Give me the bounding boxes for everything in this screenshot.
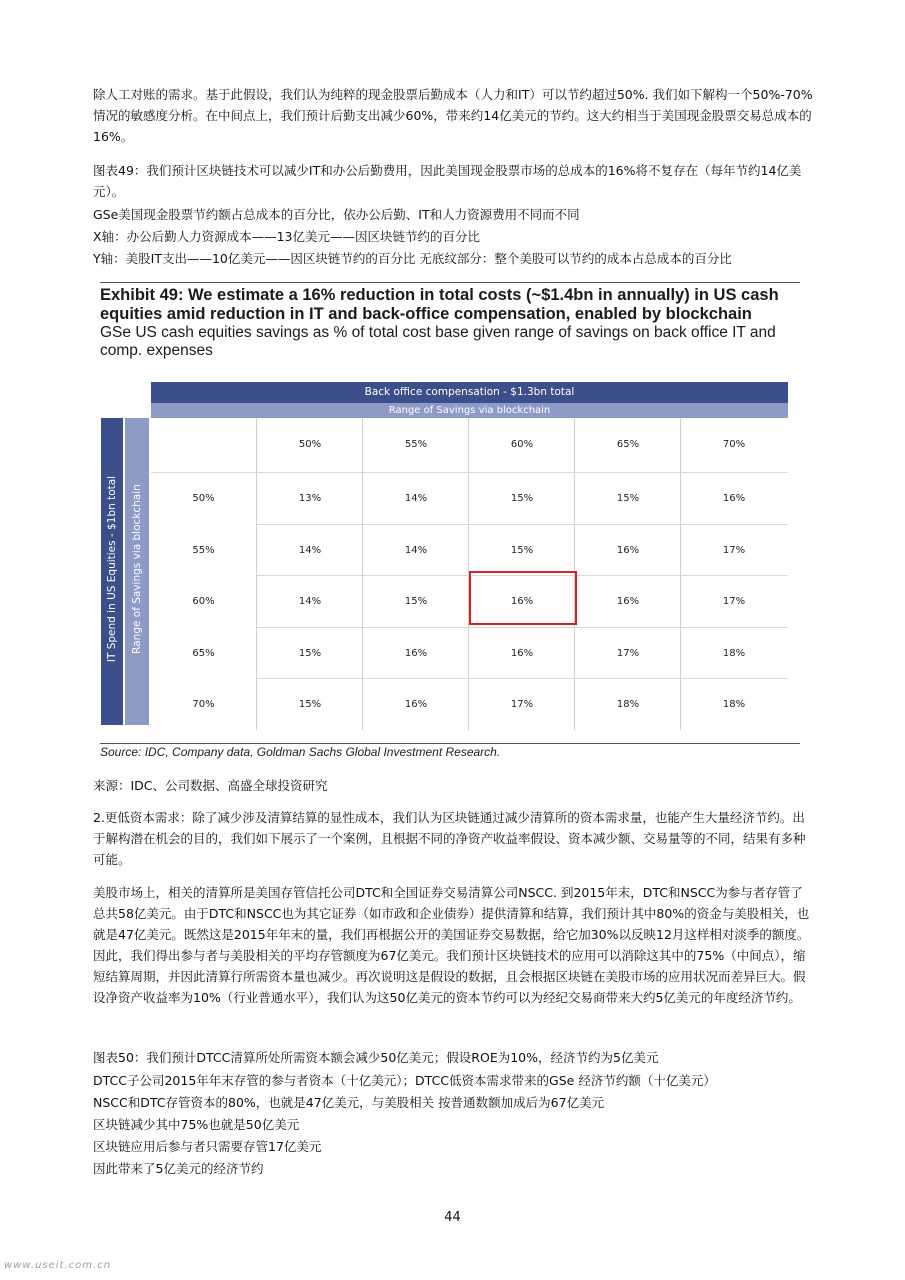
grid-line-horizontal <box>257 627 788 628</box>
highlight-cell-box <box>469 571 577 625</box>
grid-line-horizontal <box>151 472 788 473</box>
table-cell: 16% <box>616 596 640 607</box>
exhibit-bottom-rule <box>100 743 800 744</box>
exhibit-subtitle: GSe US cash equities savings as % of total cost base given range of savings on back office IT and comp. expenses <box>100 324 776 359</box>
table-cell: 14% <box>404 545 428 556</box>
fig50-line: 区块链减少其中75%也就是50亿美元 <box>93 1117 300 1132</box>
row-header: 70% <box>192 699 215 710</box>
page-number: 44 <box>444 1210 461 1225</box>
source-cn: 来源：IDC、公司数据、高盛全球投资研究 <box>93 778 328 793</box>
intro-paragraph: 除人工对账的需求。基于此假设，我们认为纯粹的现金股票后勤成本（人力和IT）可以节约超过50%. 我们如下解构一个50%-70%情况的敏感度分析。在中间点上，我们预计后勤支出减少60%，带来约14亿美元的节约。这大约相当于美国现金股票交易总成本的16%。 <box>93 87 813 144</box>
table-cell: 17% <box>722 596 746 607</box>
table-cell: 18% <box>722 648 746 659</box>
table-cell: 16% <box>510 596 534 607</box>
row-header: 55% <box>192 545 215 556</box>
table-cell: 15% <box>510 545 534 556</box>
table-header-top: Back office compensation - $1.3bn total <box>151 382 788 403</box>
fig49-caption: 图表49：我们预计区块链技术可以减少IT和办公后勤费用，因此美国现金股票市场的总成本的16%将不复存在（每年节约14亿美元）。 <box>93 163 802 199</box>
table-cell: 16% <box>722 493 746 504</box>
grid-line-vertical <box>680 418 681 730</box>
exhibit-top-rule <box>100 282 800 283</box>
row-header: 50% <box>192 493 215 504</box>
exhibit-source: Source: IDC, Company data, Goldman Sachs Global Investment Research. <box>100 745 501 759</box>
table-cell: 15% <box>404 596 428 607</box>
fig50-line: 区块链应用后参与者只需要存管17亿美元 <box>93 1139 322 1154</box>
side-header-outer <box>101 418 123 725</box>
fig50-line: DTCC子公司2015年年末存管的参与者资本（十亿美元）；DTCC低资本需求带来的GSe 经济节约额（十亿美元） <box>93 1073 716 1088</box>
column-header: 55% <box>404 439 428 450</box>
paragraph-capital: 2.更低资本需求：除了减少涉及清算结算的显性成本，我们认为区块链通过减少清算所的资本需求量，也能产生大量经济节约。出于解构潜在机会的目的，我们如下展示了一个案例，且根据不同的净资产收益率假设、资本减少额、交易量等的不同，结果有多种可能。 <box>93 810 806 867</box>
fig50-line: 因此带来了5亿美元的经济节约 <box>93 1161 264 1176</box>
table-cell: 15% <box>298 648 322 659</box>
table-header-sub: Range of Savings via blockchain <box>151 403 788 418</box>
watermark: www.useit.com.cn <box>4 1260 112 1271</box>
table-cell: 14% <box>298 596 322 607</box>
side-header-inner <box>125 418 149 725</box>
fig49-line-2: X轴：办公后勤人力资源成本——13亿美元——因区块链节约的百分比 <box>93 229 480 244</box>
fig49-line-1: GSe美国现金股票节约额占总成本的百分比，依办公后勤、IT和人力资源费用不同而不同 <box>93 207 580 222</box>
table-cell: 15% <box>510 493 534 504</box>
row-header: 60% <box>192 596 215 607</box>
table-cell: 14% <box>298 545 322 556</box>
table-cell: 17% <box>722 545 746 556</box>
fig50-line: NSCC和DTC存管资本的80%，也就是47亿美元，与美股相关 按普通数额加成后为67亿美元 <box>93 1095 605 1110</box>
table-cell: 15% <box>298 699 322 710</box>
table-cell: 16% <box>616 545 640 556</box>
column-header: 70% <box>722 439 746 450</box>
grid-line-vertical <box>256 418 257 730</box>
table-cell: 15% <box>616 493 640 504</box>
side-header-outer-label: IT Spend in US Equities - $1bn total <box>106 475 118 663</box>
column-header: 65% <box>616 439 640 450</box>
grid-line-horizontal <box>257 524 788 525</box>
table-cell: 18% <box>722 699 746 710</box>
grid-line-horizontal <box>257 678 788 679</box>
side-header-inner-label: Range of Savings via blockchain <box>131 484 143 654</box>
paragraph-clearing: 美股市场上，相关的清算所是美国存管信托公司DTC和全国证券交易清算公司NSCC. 到2015年末，DTC和NSCC为参与者存管了总共58亿美元。由于DTC和NSCC也为其它证券（如市政和企业债券）提供清算和结算，我们预计其中80%的资金与美股相关，也就是47亿美元。既然这是2015年年末的量，我们再根据公开的美国证券交易数据，给它加30%以反映12月这样相对淡季的额度。因此，我们得出参与者与美股相关的平均存管额度为67亿美元。我们预计区块链技术的应用可以消除这其中的75%（中间点），缩短结算周期，并因此清算行所需资本量也减少。再次说明这是假设的数据，且会根据区块链在美股市场的应用状况而差异巨大。假设净资产收益率为10%（行业普通水平），我们认为这50亿美元的资本节约可以为经纪交易商带来大约5亿美元的年度经济节约。 <box>93 885 810 1005</box>
fig49-line-3: Y轴：美股IT支出——10亿美元——因区块链节约的百分比 无底纹部分：整个美股可以节约的成本占总成本的百分比 <box>93 251 732 266</box>
table-cell: 17% <box>616 648 640 659</box>
column-header: 50% <box>298 439 322 450</box>
column-header: 60% <box>510 439 534 450</box>
grid-line-vertical <box>362 418 363 730</box>
fig50-line: 图表50：我们预计DTCC清算所处所需资本额会减少50亿美元；假设ROE为10%，经济节约为5亿美元 <box>93 1050 659 1065</box>
table-cell: 16% <box>510 648 534 659</box>
table-cell: 14% <box>404 493 428 504</box>
table-cell: 17% <box>510 699 534 710</box>
table-cell: 16% <box>404 699 428 710</box>
exhibit-title: Exhibit 49: We estimate a 16% reduction in total costs (~$1.4bn in annually) in US cash equities amid reduction in IT and back-office compensation, enabled by blockchain <box>100 286 779 323</box>
table-cell: 13% <box>298 493 322 504</box>
table-cell: 16% <box>404 648 428 659</box>
row-header: 65% <box>192 648 215 659</box>
table-cell: 18% <box>616 699 640 710</box>
